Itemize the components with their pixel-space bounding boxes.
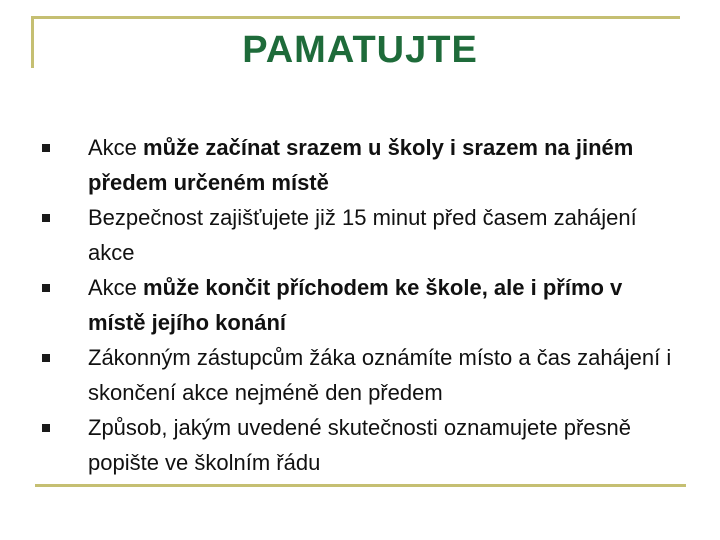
bullet-text-normal: Zákonným zástupcům žáka oznámíte místo a čas zahájení i skončení akce nejméně den předem — [88, 345, 672, 405]
bottom-frame-line — [35, 484, 686, 487]
bullet-item — [40, 130, 680, 200]
bullet-item — [40, 410, 680, 480]
square-bullet-icon — [42, 424, 50, 432]
bullet-list — [40, 130, 680, 480]
bullet-text-normal: Akce — [88, 135, 144, 160]
bullet-item — [40, 340, 680, 410]
slide-title: PAMATUJTE — [242, 29, 478, 71]
bullet-item — [40, 270, 680, 340]
bullet-text-bold: může končit příchodem ke škole, ale i přímo v místě jejího konání — [88, 275, 623, 335]
top-frame-line — [31, 16, 680, 19]
bullet-text-bold: může začínat srazem u školy i srazem na jiném předem určeném místě — [88, 135, 634, 195]
square-bullet-icon — [42, 214, 50, 222]
square-bullet-icon — [42, 144, 50, 152]
bullet-text-normal: Akce — [88, 275, 144, 300]
bullet-text-normal: Způsob, jakým uvedené skutečnosti oznamujete přesně popište ve školním řádu — [88, 415, 631, 475]
bullet-text-normal: Bezpečnost zajišťujete již 15 minut před časem zahájení akce — [88, 205, 637, 265]
bullet-item — [40, 200, 680, 270]
square-bullet-icon — [42, 354, 50, 362]
square-bullet-icon — [42, 284, 50, 292]
